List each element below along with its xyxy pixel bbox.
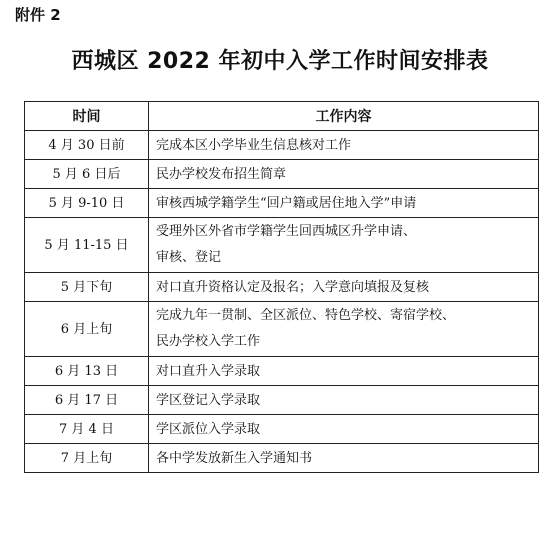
row-time: 7 月上旬: [25, 444, 149, 473]
document-title: 西城区 2022 年初中入学工作时间安排表: [71, 49, 489, 74]
attachment-label: 附件 2: [15, 6, 61, 24]
row-content: [149, 444, 539, 473]
row-content: [149, 131, 539, 160]
row-content: [149, 415, 539, 444]
row-content-line: 审核西城学籍学生“回户籍或居住地入学”申请: [156, 195, 417, 211]
row-content: [149, 218, 539, 273]
header-content: 工作内容: [149, 102, 539, 131]
row-content-line: 学区登记入学录取: [156, 392, 261, 408]
table-row: [25, 160, 539, 189]
row-content: [149, 273, 539, 302]
row-content: [149, 386, 539, 415]
table-row: [25, 189, 539, 218]
table-row: [25, 218, 539, 273]
row-time: 7 月 4 日: [25, 415, 149, 444]
row-time: 5 月 11-15 日: [25, 218, 149, 273]
row-content: [149, 160, 539, 189]
row-content-line: 对口直升资格认定及报名；入学意向填报及复核: [156, 279, 430, 295]
row-time: 6 月 13 日: [25, 357, 149, 386]
row-content: [149, 189, 539, 218]
table-row: [25, 386, 539, 415]
row-content-line: 民办学校发布招生简章: [156, 166, 287, 182]
table-row: [25, 131, 539, 160]
row-content: [149, 357, 539, 386]
row-content-line: 学区派位入学录取: [156, 421, 261, 437]
row-content: [149, 302, 539, 357]
row-content-line: 完成本区小学毕业生信息核对工作: [156, 137, 352, 153]
header-time: 时间: [25, 102, 149, 131]
row-content-line: 审核、登记: [156, 250, 222, 265]
row-content-line: 民办学校入学工作: [156, 334, 261, 349]
schedule-table: [24, 101, 539, 473]
row-time: 5 月 9-10 日: [25, 189, 149, 218]
row-time: 4 月 30 日前: [25, 131, 149, 160]
table-row: [25, 357, 539, 386]
table-row: [25, 444, 539, 473]
row-content-line: 对口直升入学录取: [156, 363, 261, 379]
row-time: 5 月 6 日后: [25, 160, 149, 189]
row-time: 5 月下旬: [25, 273, 149, 302]
row-content-line: 各中学发放新生入学通知书: [156, 450, 313, 466]
row-time: 6 月 17 日: [25, 386, 149, 415]
table-header-row: [25, 102, 539, 131]
row-time: 6 月上旬: [25, 302, 149, 357]
row-content-line: 完成九年一贯制、全区派位、特色学校、寄宿学校、: [156, 308, 456, 323]
table-row: [25, 302, 539, 357]
table-row: [25, 273, 539, 302]
table-row: [25, 415, 539, 444]
row-content-line: 受理外区外省市学籍学生回西城区升学申请、: [156, 224, 417, 239]
